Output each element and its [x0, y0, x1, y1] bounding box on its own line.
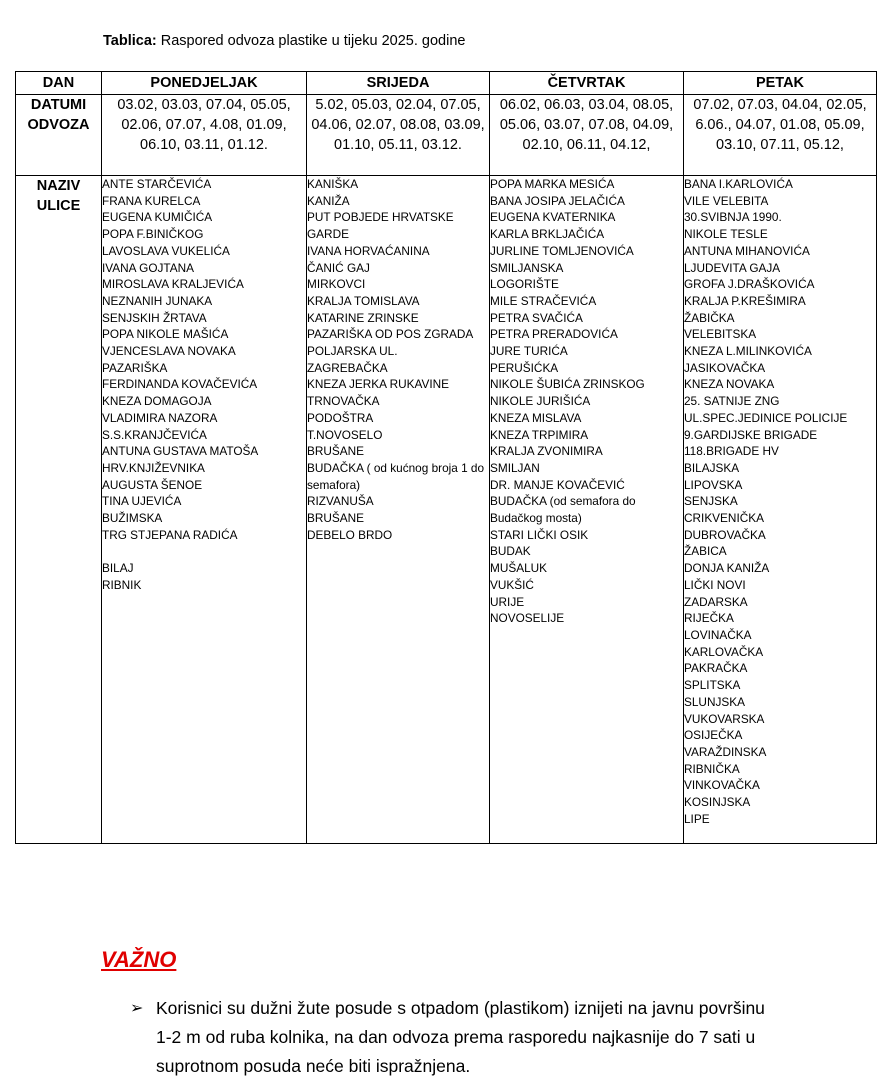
street-item: DONJA KANIŽA [684, 561, 770, 576]
street-item: BRUŠANE [307, 511, 365, 526]
streets-row [16, 176, 877, 844]
street-item: 25. SATNIJE ZNG [684, 394, 780, 409]
street-item: PAZARIŠKA OD POS ZGRADA [307, 327, 474, 342]
street-item: RIJEČKA [684, 611, 734, 626]
street-item: SENJSKA [684, 494, 738, 509]
header-dan: DAN [16, 72, 102, 95]
street-item: ANTE STARČEVIĆA [102, 177, 212, 191]
street-item: BILAJ [102, 561, 134, 576]
header-ponedjeljak: PONEDJELJAK [102, 72, 307, 95]
street-item: VJENCESLAVA NOVAKA [102, 344, 236, 359]
street-item: ŽABICA [684, 544, 727, 559]
street-item: ČANIĆ GAJ [307, 260, 370, 275]
street-item: KNEZA JERKA RUKAVINE [307, 377, 450, 392]
street-item: PERUŠIĆKA [490, 360, 559, 375]
street-item: 30.SVIBNJA 1990. [684, 210, 782, 225]
table-caption [103, 33, 465, 49]
street-item: ŽABIČKA [684, 310, 735, 325]
street-item: PAKRAČKA [684, 661, 748, 676]
street-item: KNEZA DOMAGOJA [102, 394, 212, 409]
street-item: DEBELO BRDO [307, 527, 393, 542]
street-item: KRALJA ZVONIMIRA [490, 444, 603, 459]
street-item: VUKŠIĆ [490, 577, 534, 592]
street-item: GROFA J.DRAŠKOVIĆA [684, 277, 815, 292]
street-item: AUGUSTA ŠENOE [102, 477, 203, 492]
street-item: KRALJA P.KREŠIMIRA [684, 293, 806, 308]
street-item: LOGORIŠTE [490, 277, 559, 292]
dates-label-line: ODVOZA [27, 117, 90, 133]
street-item: BANA JOSIPA JELAČIĆA [490, 193, 625, 208]
street-item: IVANA GOJTANA [102, 260, 194, 275]
dates-row [16, 95, 877, 176]
streets-ponedjeljak [102, 176, 307, 844]
street-item: KANIŽA [307, 193, 350, 208]
dates-cetvrtak: 06.02, 06.03, 03.04, 08.05, 05.06, 03.07, 07.08, 04.09, 02.10, 06.11, 04.12, [490, 95, 684, 176]
street-item: VARAŽDINSKA [684, 744, 767, 759]
street-item: TINA UJEVIĆA [102, 494, 182, 509]
street-item: TRNOVAČKA [307, 394, 380, 409]
street-item: KNEZA NOVAKA [684, 377, 775, 392]
schedule-table [15, 71, 877, 844]
street-item: MIRKOVCI [307, 277, 366, 292]
street-item: MILE STRAČEVIĆA [490, 293, 597, 308]
street-item: JASIKOVAČKA [684, 360, 766, 375]
street-item: MIROSLAVA KRALJEVIĆA [102, 277, 244, 292]
street-item: KATARINE ZRINSKE [307, 310, 419, 325]
street-item: BUDAK [490, 544, 531, 559]
header-petak: PETAK [684, 72, 877, 95]
street-item: SLUNJSKA [684, 694, 745, 709]
street-item: ZADARSKA [684, 594, 748, 609]
street-item: EUGENA KVATERNIKA [490, 210, 616, 225]
streets-label [16, 176, 102, 844]
streets-label-line: NAZIV [36, 178, 81, 194]
header-row [16, 72, 877, 95]
street-item: KNEZA TRPIMIRA [490, 427, 589, 442]
street-item: IVANA HORVAĆANINA [307, 243, 430, 258]
street-item: PAZARIŠKA [102, 360, 168, 375]
street-item: SMILJANSKA [490, 260, 564, 275]
dates-ponedjeljak: 03.02, 03.03, 07.04, 05.05, 02.06, 07.07, 4.08, 01.09, 06.10, 03.11, 01.12. [102, 95, 307, 176]
street-item: JURLINE TOMLJENOVIĆA [490, 243, 634, 258]
street-item: ANTUNA MIHANOVIĆA [684, 243, 810, 258]
street-item: FERDINANDA KOVAČEVIĆA [102, 377, 258, 392]
street-item: ANTUNA GUSTAVA MATOŠA [102, 444, 259, 459]
street-item: SPLITSKA [684, 678, 741, 693]
street-item: BUDAČKA (od semafora do Budačkog mosta) [490, 494, 636, 526]
street-item: BANA I.KARLOVIĆA [684, 177, 793, 191]
street-item: NEZNANIH JUNAKA [102, 293, 213, 308]
street-item: NIKOLE JURIŠIĆA [490, 394, 591, 409]
streets-srijeda [307, 176, 490, 844]
arrow-bullet-icon: ➢ [130, 1000, 144, 1017]
street-item: DR. MANJE KOVAČEVIĆ [490, 477, 625, 492]
street-item: BUDAČKA ( od kućnog broja 1 do semafora) [307, 460, 485, 492]
important-note [130, 994, 780, 1081]
street-item: KARLA BRKLJAČIĆA [490, 227, 605, 242]
street-item: KOSINJSKA [684, 795, 751, 810]
street-item: URIJE [490, 594, 525, 609]
street-item: BUŽIMSKA [102, 511, 163, 526]
dates-petak: 07.02, 07.03, 04.04, 02.05, 6.06., 04.07, 01.08, 05.09, 03.10, 07.11, 05.12, [684, 95, 877, 176]
header-srijeda: SRIJEDA [307, 72, 490, 95]
street-item: LOVINAČKA [684, 627, 752, 642]
street-item: NOVOSELIJE [490, 611, 565, 626]
caption-text: Raspored odvoza plastike u tijeku 2025. godine [156, 33, 466, 49]
street-item: KARLOVAČKA [684, 644, 764, 659]
street-item: BILAJSKA [684, 460, 740, 475]
street-item: KRALJA TOMISLAVA [307, 293, 420, 308]
caption-bold: Tablica: [103, 33, 157, 49]
street-item [102, 543, 306, 560]
street-item: TRG STJEPANA RADIĆA [102, 527, 238, 542]
street-item: LIPOVSKA [684, 477, 743, 492]
street-item: 118.BRIGADE HV [684, 444, 779, 459]
street-item: ZAGREBAČKA [307, 360, 388, 375]
street-item: KNEZA L.MILINKOVIĆA [684, 344, 812, 359]
street-item: VUKOVARSKA [684, 711, 765, 726]
dates-label-line: DATUMI [30, 97, 87, 113]
street-item: FRANA KURELCA [102, 193, 201, 208]
street-item: 9.GARDIJSKE BRIGADE [684, 427, 818, 442]
street-item: VELEBITSKA [684, 327, 757, 342]
street-item: SENJSKIH ŽRTAVA [102, 310, 207, 325]
street-item: LIČKI NOVI [684, 577, 746, 592]
street-item: UL.SPEC.JEDINICE POLICIJE [684, 410, 848, 425]
street-item: RIZVANUŠA [307, 494, 374, 509]
street-item: SMILJAN [490, 460, 540, 475]
street-item: POPA MARKA MESIĆA [490, 177, 615, 191]
street-item: NIKOLE TESLE [684, 227, 768, 242]
street-item: LAVOSLAVA VUKELIĆA [102, 243, 230, 258]
street-item: CRIKVENIČKA [684, 511, 764, 526]
dates-srijeda: 5.02, 05.03, 02.04, 07.05, 04.06, 02.07, 08.08, 03.09, 01.10, 05.11, 03.12. [307, 95, 490, 176]
important-text: Korisnici su dužni žute posude s otpadom (plastikom) iznijeti na javnu površinu 1-2 m od ruba kolnika, na dan odvoza prema rasporedu najkasnije do 7 sati u suprotnom posuda neće biti ispražnjena. [156, 998, 765, 1076]
street-item: DUBROVAČKA [684, 527, 766, 542]
street-item: VLADIMIRA NAZORA [102, 410, 218, 425]
street-item: KANIŠKA [307, 177, 359, 191]
street-item: POPA NIKOLE MAŠIĆA [102, 327, 229, 342]
street-item: VILE VELEBITA [684, 193, 769, 208]
header-cetvrtak: ČETVRTAK [490, 72, 684, 95]
street-item: POPA F.BINIČKOG [102, 227, 204, 242]
street-item: RIBNIK [102, 577, 142, 592]
street-item: MUŠALUK [490, 561, 548, 576]
street-item: LIPE [684, 811, 710, 826]
important-title: VAŽNO [101, 947, 177, 972]
street-item: NIKOLE ŠUBIĆA ZRINSKOG [490, 377, 645, 392]
street-item: OSIJEČKA [684, 728, 743, 743]
streets-petak [684, 176, 877, 844]
street-item: EUGENA KUMIČIĆA [102, 210, 213, 225]
street-item: HRV.KNJIŽEVNIKA [102, 460, 205, 475]
dates-label [16, 95, 102, 176]
street-item: BRUŠANE [307, 444, 365, 459]
street-item: S.S.KRANJČEVIĆA [102, 427, 207, 442]
street-item: T.NOVOSELO [307, 427, 383, 442]
street-item: PETRA SVAČIĆA [490, 310, 583, 325]
street-item: PUT POBJEDE HRVATSKE GARDE [307, 210, 454, 242]
streets-label-line: ULICE [36, 198, 81, 214]
street-item: POLJARSKA UL. [307, 344, 398, 359]
street-item: KNEZA MISLAVA [490, 410, 582, 425]
street-item: VINKOVAČKA [684, 778, 760, 793]
street-item: RIBNIČKA [684, 761, 740, 776]
street-item: PETRA PRERADOVIĆA [490, 327, 618, 342]
streets-cetvrtak [490, 176, 684, 844]
street-item: LJUDEVITA GAJA [684, 260, 781, 275]
street-item: JURE TURIĆA [490, 344, 568, 359]
street-item: STARI LIČKI OSIK [490, 527, 589, 542]
street-item: PODOŠTRA [307, 410, 374, 425]
